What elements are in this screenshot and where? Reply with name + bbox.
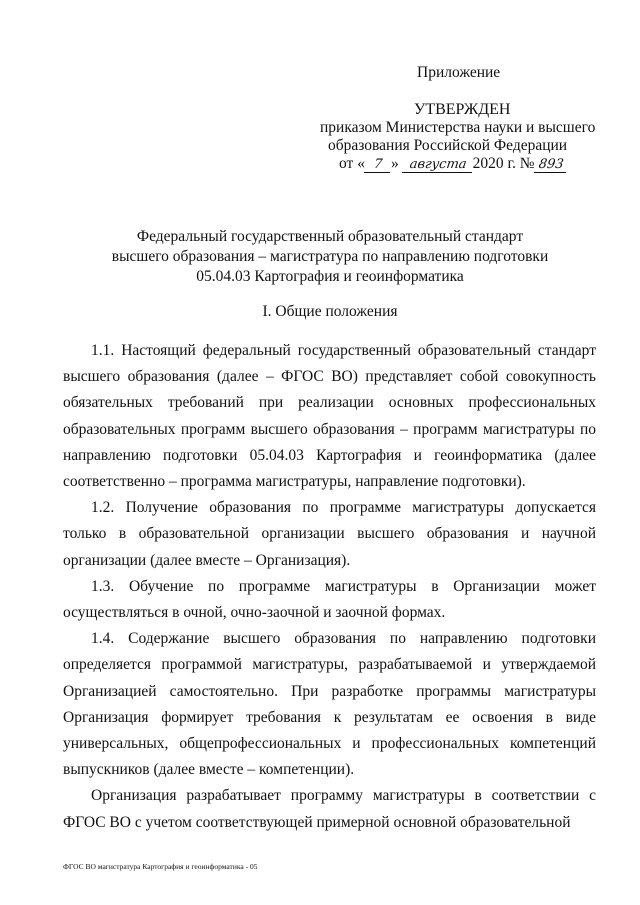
approval-block [0,0,640,180]
appendix-label: Приложение [417,64,501,81]
date-month-handwritten: августа [402,158,474,173]
paragraph-1-3: 1.3. Обучение по программе магистратуры в Организации может осуществляться в очной, очно-заочной и заочной формах. [63,577,596,622]
date-mid: » [390,155,399,172]
order-date-line [339,154,567,174]
title-line-3: 05.04.03 Картография и геоинформатика [196,268,464,285]
standard-title [60,227,600,287]
approved-label: УТВЕРЖДЕН [414,101,511,118]
date-number-handwritten: 893 [534,158,568,173]
title-line-2: высшего образования – магистратура по направлению подготовки [111,248,549,265]
page-footer: ФГОС ВО магистратура Картография и геоинформатика - 05 [63,862,258,871]
paragraph-organization: Организация разрабатывает программу магистратуры в соответствии с ФГОС ВО с учетом соответствующей примерной основной образовательной [63,787,596,831]
section-heading: I. Общие положения [262,303,398,320]
date-day-handwritten: 7 [364,158,392,173]
date-prefix: от « [339,155,365,172]
paragraph-1-2: 1.2. Получение образования по программе магистратуры допускается только в образовательной организации высшего образования и научной организации (далее вместе – Организация). [63,499,596,569]
paragraph-1-4: 1.4. Содержание высшего образования по направлению подготовки определяется программой магистратуры, разрабатываемой и утверждаемой Организацией самостоятельно. При разработке программы магистратуры Организация формирует требования к результатам ее освоения в виде универсальных, общепрофессиональных и профессиональных компетенций выпускников (далее вместе – компетенции). [63,630,596,779]
body-text [63,338,596,836]
paragraph-1-1: 1.1. Настоящий федеральный государственный образовательный стандарт высшего образования (далее – ФГОС ВО) представляет собой совокупность обязательных требований при реализации основных профессиональных образовательных программ высшего образования – программ магистратуры по направлению подготовки 05.04.03 Картография и геоинформатика (далее соответственно – программа магистратуры, направление подготовки). [63,342,596,491]
date-year: 2020 г. № [472,155,535,172]
order-line-2: образования Российской Федерации [328,137,568,154]
order-line-1: приказом Министерства науки и высшего [320,119,596,136]
title-line-1: Федеральный государственный образовательный стандарт [136,228,524,245]
